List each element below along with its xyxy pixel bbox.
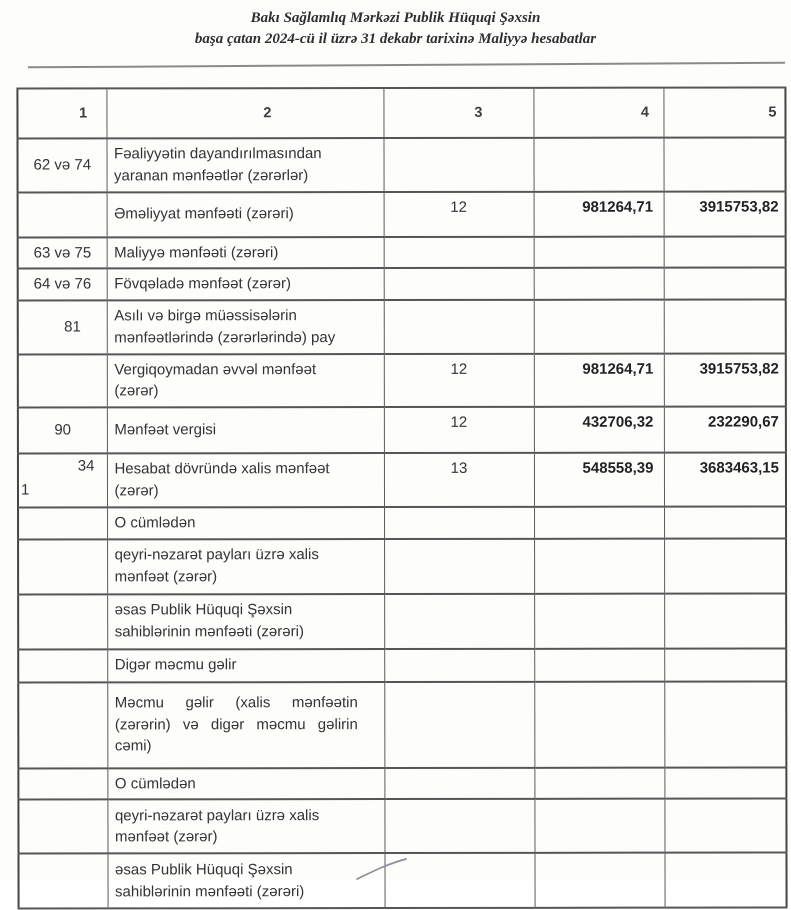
code-cell [18, 192, 107, 237]
column-header-code: 1 [17, 88, 106, 138]
code-cell [18, 269, 107, 301]
column-header-row [17, 87, 785, 138]
code-cell [18, 768, 107, 800]
code-cell [18, 300, 107, 354]
note-cell [384, 506, 534, 538]
prior-period-cell: 3683463,15 [664, 452, 786, 506]
current-period-cell [534, 268, 664, 300]
code-subtext: 1 [19, 480, 107, 500]
code-cell [18, 854, 107, 909]
table-row [18, 236, 786, 269]
description-cell: Asılı və birgə müəssisələrin mənfəətlərində (zərərlərində) pay [107, 300, 384, 354]
code-cell [18, 682, 107, 768]
description-cell: Vergiqoymadan əvvəl mənfəət (zərər) [107, 354, 384, 408]
code-cell [18, 453, 107, 507]
description-cell: O cümlədən [107, 768, 384, 800]
current-period-cell [534, 300, 664, 354]
report-title-line1: Bakı Sağlamlıq Mərkəzi Publik Hüquqi Şəxsin [0, 8, 791, 29]
current-period-cell: 981264,71 [534, 191, 664, 236]
prior-period-cell [664, 506, 786, 538]
current-period-cell [534, 767, 664, 799]
code-cell [18, 539, 107, 594]
table-row [18, 767, 786, 800]
note-cell: 12 [384, 191, 534, 236]
table-row [18, 299, 786, 354]
prior-period-cell [664, 538, 786, 593]
code-cell [18, 594, 107, 649]
note-cell [384, 538, 534, 593]
table-row [18, 191, 786, 237]
current-period-cell [534, 236, 664, 268]
prior-period-cell [664, 799, 786, 853]
prior-period-cell [664, 648, 786, 681]
note-cell [384, 593, 534, 648]
prior-period-cell [664, 593, 786, 648]
code-text: 90 [23, 421, 103, 441]
report-title-line2: başa çatan 2024-cü il üzrə 31 dekabr tarixinə Maliyyə hesabatlar [0, 29, 791, 50]
column-header-description: 2 [106, 88, 383, 138]
note-cell [384, 767, 534, 799]
note-cell: 12 [384, 407, 534, 453]
code-text: 63 və 75 [23, 243, 103, 263]
current-period-cell: 548558,39 [534, 453, 664, 507]
description-cell: əsas Publik Hüquqi Şəxsin sahiblərinin mənfəəti (zərəri) [107, 853, 384, 908]
current-period-cell [534, 593, 664, 648]
table-row [17, 137, 785, 192]
current-period-cell [534, 853, 664, 908]
current-period-cell [534, 538, 664, 593]
note-cell [383, 138, 533, 192]
description-cell: əsas Publik Hüquqi Şəxsin sahiblərinin mənfəəti (zərəri) [107, 594, 384, 649]
current-period-cell: 981264,71 [534, 353, 664, 407]
note-cell [384, 300, 534, 354]
code-text: 62 və 74 [23, 155, 103, 175]
prior-period-cell [664, 236, 786, 268]
prior-period-cell: 232290,67 [664, 406, 786, 452]
table-row [18, 353, 786, 408]
code-cell [18, 800, 107, 854]
note-cell [384, 799, 534, 853]
description-cell: Mənfəət vergisi [107, 407, 384, 453]
table-row [18, 648, 786, 682]
description-cell: Məcmu gəlir (xalis mənfəətin (zərərin) və digər məcmu gəlirin cəmi) [107, 682, 384, 768]
current-period-cell [534, 506, 664, 538]
current-period-cell: 432706,32 [534, 407, 664, 453]
current-period-cell [534, 648, 664, 681]
code-cell [18, 507, 107, 539]
prior-period-cell [664, 767, 786, 799]
prior-period-cell [664, 299, 786, 353]
description-cell: qeyri-nəzarət payları üzrə xalis mənfəət (zərər) [107, 799, 384, 853]
current-period-cell [534, 799, 664, 853]
prior-period-cell [664, 681, 786, 767]
description-cell: Əməliyyat mənfəəti (zərəri) [107, 192, 384, 237]
description-cell: O cümlədən [107, 507, 384, 539]
note-cell: 13 [384, 453, 534, 507]
description-cell: Maliyyə mənfəəti (zərəri) [107, 237, 384, 269]
code-text: 64 və 76 [23, 275, 103, 295]
table-row [18, 506, 786, 539]
note-cell: 12 [384, 353, 534, 407]
table-row [18, 406, 786, 453]
table-row [18, 268, 786, 301]
note-cell [384, 681, 534, 767]
prior-period-cell [663, 137, 785, 191]
note-cell [384, 236, 534, 268]
current-period-cell [534, 681, 664, 767]
note-cell [384, 648, 534, 681]
code-cell [18, 649, 107, 682]
description-cell: Hesabat dövründə xalis mənfəət (zərər) [107, 453, 384, 507]
financial-statement-table [16, 86, 787, 909]
table-row [18, 681, 786, 768]
current-period-cell [533, 138, 663, 192]
code-cell [18, 354, 107, 408]
table-row [18, 799, 786, 854]
description-cell: Digər məcmu gəlir [107, 649, 384, 682]
table-row [18, 452, 786, 507]
table-row [18, 593, 786, 649]
code-cell [17, 138, 106, 192]
column-header-current-period: 4 [533, 88, 663, 138]
table-row [18, 538, 786, 594]
financial-statement-table-wrap [16, 86, 787, 909]
report-title [0, 8, 791, 50]
column-header-prior-period: 5 [663, 87, 785, 137]
prior-period-cell: 3915753,82 [664, 353, 786, 407]
description-cell: Fövqəladə mənfəət (zərər) [107, 268, 384, 300]
column-header-note: 3 [383, 88, 533, 138]
prior-period-cell [664, 853, 786, 908]
code-cell [18, 237, 107, 269]
code-text: 34 [19, 456, 107, 476]
prior-period-cell: 3915753,82 [664, 191, 786, 236]
code-cell [18, 407, 107, 453]
description-cell: qeyri-nəzarət payları üzrə xalis mənfəət (zərər) [107, 539, 384, 594]
header-divider-line [28, 62, 785, 69]
pen-mark [354, 857, 410, 881]
prior-period-cell [664, 268, 786, 300]
code-text: 81 [43, 317, 103, 337]
table-body [17, 137, 786, 908]
note-cell [384, 268, 534, 300]
description-cell: Fəaliyyətin dayandırılmasından yaranan mənfəətlər (zərərlər) [106, 138, 383, 192]
